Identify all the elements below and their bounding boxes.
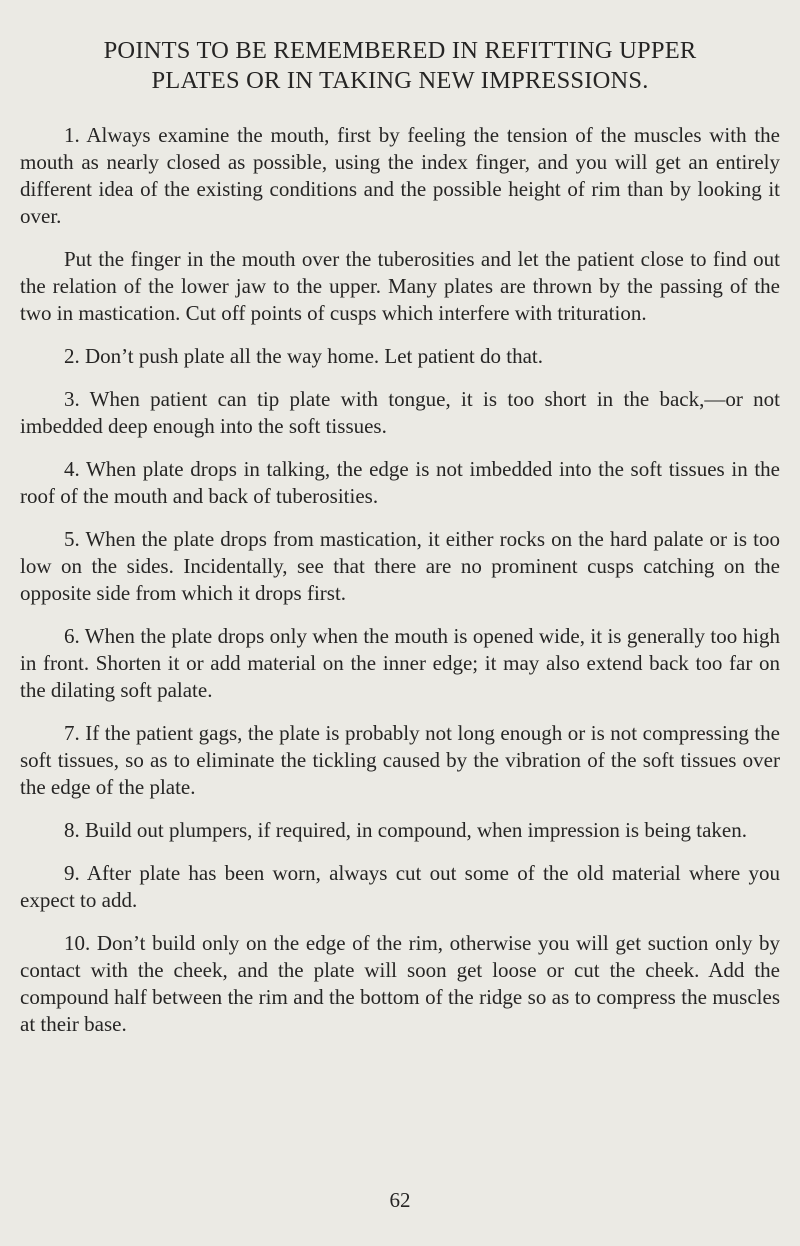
paragraph-1: 1. Always examine the mouth, first by feeling the tension of the muscles with the mouth as nearly closed as possible, using the index finger, and you will get an entirely different idea of the existing conditions and the possible height of rim than by looking it over. <box>20 123 780 228</box>
paragraph-3: 3. When patient can tip plate with tongue, it is too short in the back,—or not imbedded deep enough into the soft tissues. <box>20 387 780 438</box>
page-title-line-2: PLATES OR IN TAKING NEW IMPRESSIONS. <box>151 67 649 94</box>
paragraph-9: 9. After plate has been worn, always cut out some of the old material where you expect to add. <box>20 861 780 912</box>
page-title-line-1: POINTS TO BE REMEMBERED IN REFITTING UPPER <box>103 37 697 64</box>
page-title <box>20 36 780 96</box>
paragraph-7: 7. If the patient gags, the plate is probably not long enough or is not compressing the soft tissues, so as to eliminate the tickling caused by the vibration of the soft tissues over the edge of the plate. <box>20 721 780 799</box>
paragraph-1-continued: Put the finger in the mouth over the tuberosities and let the patient close to find out the relation of the lower jaw to the upper. Many plates are thrown by the passing of the two in mastication. Cut off points of cusps which interfere with trituration. <box>20 247 780 325</box>
page-number: 62 <box>389 1188 411 1212</box>
paragraph-5: 5. When the plate drops from mastication, it either rocks on the hard palate or is too low on the sides. Incidentally, see that there are no prominent cusps catching on the opposite side from which it drops first. <box>20 527 780 605</box>
paragraph-6: 6. When the plate drops only when the mouth is opened wide, it is generally too high in front. Shorten it or add material on the inner edge; it may also extend back too far on the dilating soft palate. <box>20 624 780 702</box>
paragraph-10: 10. Don’t build only on the edge of the rim, otherwise you will get suction only by contact with the cheek, and the plate will soon get loose or cut the cheek. Add the compound half between the rim and the bottom of the ridge so as to compress the muscles at their base. <box>20 931 780 1036</box>
paragraph-2: 2. Don’t push plate all the way home. Let patient do that. <box>64 344 544 368</box>
paragraph-8: 8. Build out plumpers, if required, in compound, when impression is being taken. <box>64 818 747 842</box>
paragraph-4: 4. When plate drops in talking, the edge is not imbedded into the soft tissues in the roof of the mouth and back of tuberosities. <box>20 457 780 508</box>
body-text <box>20 122 780 1038</box>
